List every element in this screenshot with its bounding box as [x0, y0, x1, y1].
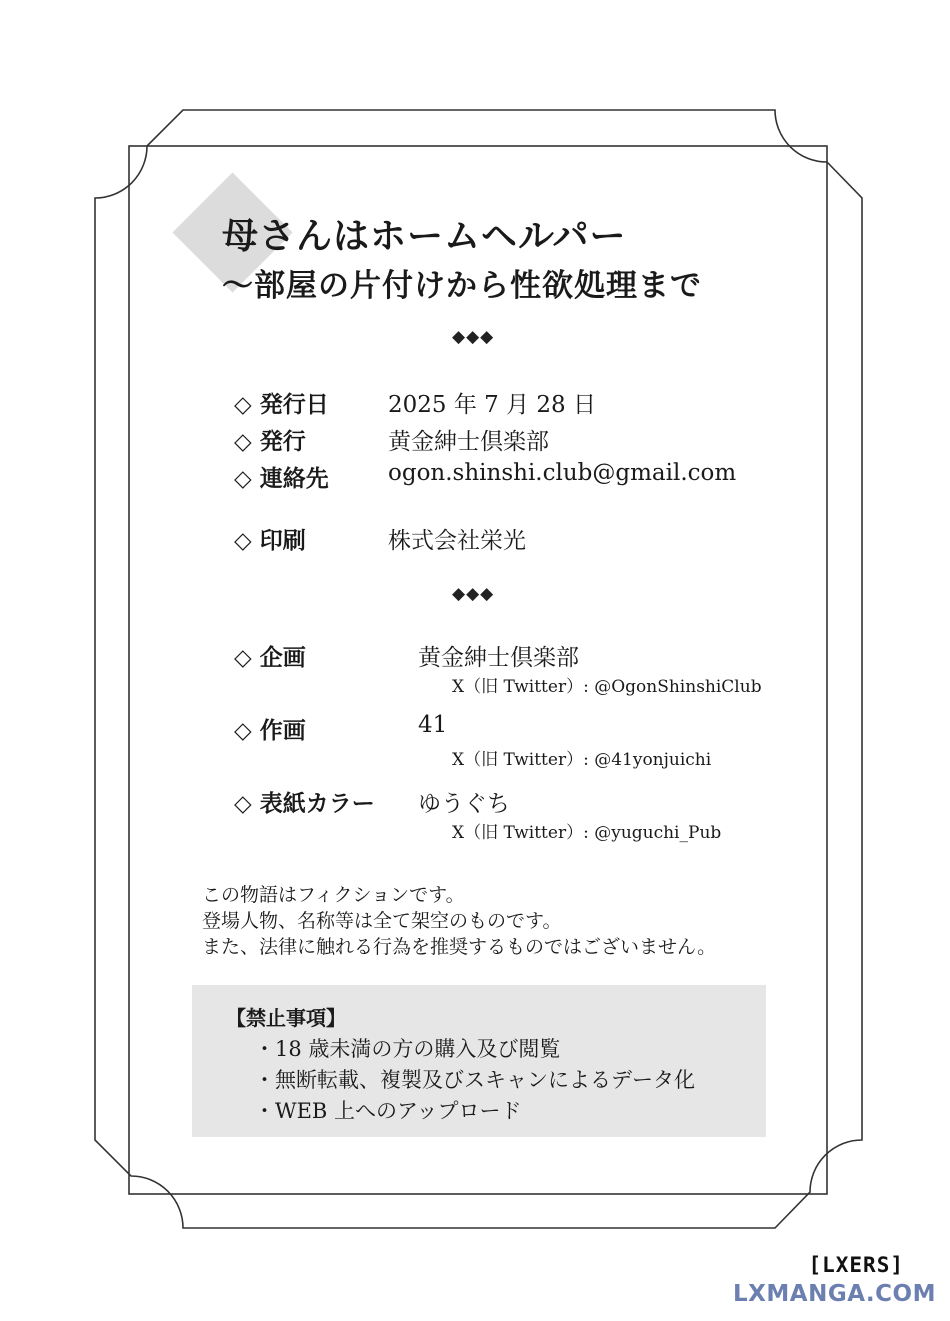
- separator-1: ◆◆◆: [452, 327, 495, 347]
- prohibited-item: ・無断転載、複製及びスキャンによるデータ化: [254, 1068, 695, 1092]
- label-publish-date: ◇ 発行日: [234, 391, 329, 418]
- notice-line-3: また、法律に触れる行為を推奨するものではございません。: [202, 936, 717, 958]
- artwork-twitter: X（旧 Twitter）: @41yonjuichi: [452, 750, 712, 770]
- planning-twitter: X（旧 Twitter）: @OgonShinshiClub: [452, 677, 762, 697]
- title-line-1: 母さんはホームヘルパー: [222, 215, 627, 257]
- value-publish-date: 2025 年 7 月 28 日: [388, 392, 596, 418]
- cover-color-twitter: X（旧 Twitter）: @yuguchi_Pub: [452, 823, 722, 843]
- value-artwork: 41: [418, 712, 448, 738]
- watermark-group-logo: [LXERS]: [808, 1253, 904, 1277]
- prohibited-item: ・18 歳未満の方の購入及び閲覧: [254, 1037, 561, 1061]
- watermark-site-logo: LXMANGA.COM: [733, 1281, 936, 1307]
- label-planning: ◇ 企画: [234, 644, 306, 671]
- value-publisher: 黄金紳士倶楽部: [388, 429, 549, 455]
- prohibited-title: 【禁止事項】: [226, 1006, 346, 1030]
- label-cover-color: ◇ 表紙カラー: [234, 790, 375, 817]
- label-publisher: ◇ 発行: [234, 428, 306, 455]
- notice-line-1: この物語はフィクションです。: [202, 884, 465, 906]
- value-contact-email: ogon.shinshi.club@gmail.com: [388, 460, 737, 486]
- separator-2: ◆◆◆: [452, 584, 495, 604]
- title-line-2: 〜部屋の片付けから性欲処理まで: [222, 268, 702, 304]
- value-planning: 黄金紳士倶楽部: [418, 645, 579, 671]
- label-printing: ◇ 印刷: [234, 527, 306, 554]
- value-cover-color: ゆうぐち: [418, 791, 510, 817]
- value-printing: 株式会社栄光: [388, 528, 526, 554]
- label-contact: ◇ 連絡先: [234, 465, 329, 492]
- label-artwork: ◇ 作画: [234, 717, 306, 744]
- notice-line-2: 登場人物、名称等は全て架空のものです。: [202, 910, 562, 932]
- prohibited-item: ・WEB 上へのアップロード: [254, 1099, 522, 1123]
